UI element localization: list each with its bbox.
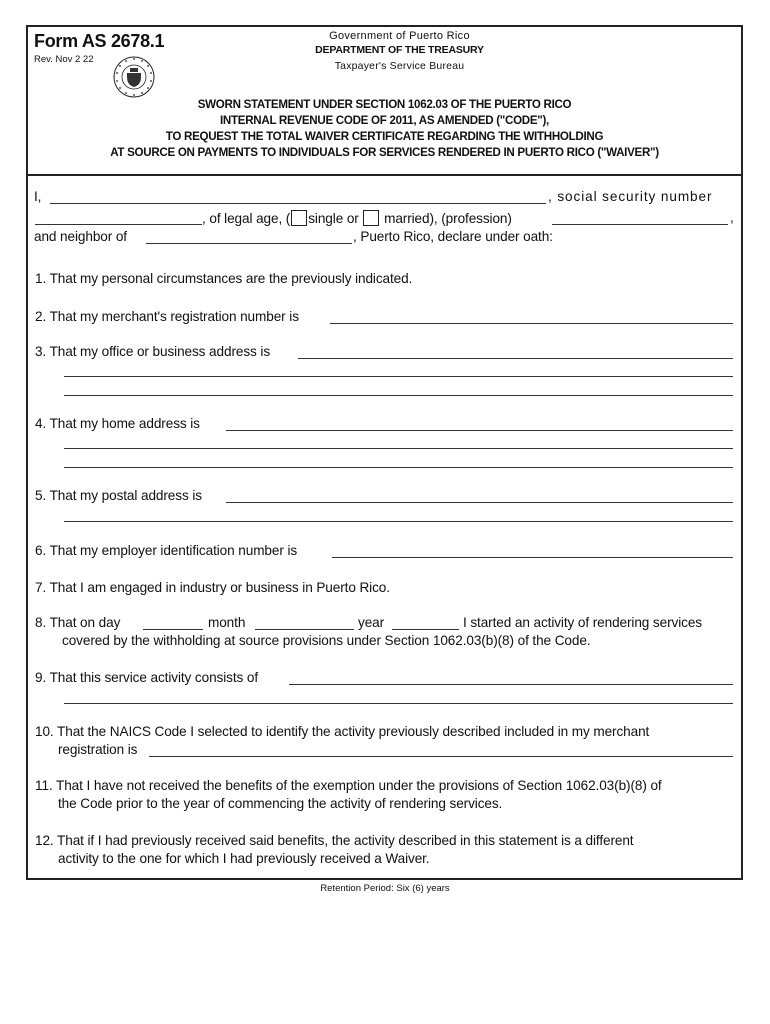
item-9: 9. That this service activity consists of: [35, 670, 259, 685]
department-name: DEPARTMENT OF THE TREASURY: [315, 44, 484, 56]
home-address-field-1[interactable]: [226, 430, 733, 431]
ssn-field[interactable]: [35, 224, 202, 225]
item-7: 7. That I am engaged in industry or business in Puerto Rico.: [35, 580, 390, 595]
postal-address-field-2[interactable]: [64, 521, 733, 522]
item-8-day-label: 8. That on day: [35, 615, 121, 630]
item-10-continuation: registration is: [58, 742, 138, 757]
item-8-year-label: year: [358, 615, 385, 630]
office-address-field-2[interactable]: [64, 376, 733, 377]
profession-field[interactable]: [552, 224, 728, 225]
declare-label: , Puerto Rico, declare under oath:: [353, 229, 553, 244]
item-10: 10. That the NAICS Code I selected to identify the activity previously described included in my merchant: [35, 724, 650, 739]
merchant-registration-field[interactable]: [330, 323, 733, 324]
revision-date: Rev. Nov 2 22: [34, 54, 94, 65]
year-field[interactable]: [392, 629, 459, 630]
service-activity-field-1[interactable]: [289, 684, 733, 685]
naics-code-field[interactable]: [149, 756, 733, 757]
form-title-line-4: AT SOURCE ON PAYMENTS TO INDIVIDUALS FOR SERVICES RENDERED IN PUERTO RICO ("WAIVER"): [110, 146, 659, 159]
item-5: 5. That my postal address is: [35, 488, 202, 503]
form-title-line-3: TO REQUEST THE TOTAL WAIVER CERTIFICATE REGARDING THE WITHHOLDING: [165, 130, 604, 143]
single-label: single or: [308, 211, 359, 226]
bureau-name: Taxpayer's Service Bureau: [334, 60, 465, 72]
intro-i-label: I,: [34, 189, 42, 204]
item-12-continuation: activity to the one for which I had previously received a Waiver.: [58, 851, 430, 866]
service-activity-field-2[interactable]: [64, 703, 733, 704]
married-label: married), (profession): [384, 211, 512, 226]
office-address-field-3[interactable]: [64, 395, 733, 396]
municipality-field[interactable]: [146, 243, 352, 244]
married-checkbox[interactable]: [363, 210, 379, 226]
intro-line-2: [202, 210, 512, 226]
retention-period: Retention Period: Six (6) years: [320, 883, 450, 894]
item-11: 11. That I have not received the benefits of the exemption under the provisions of Section 1062.03(b)(8) of: [35, 778, 662, 793]
item-12: 12. That if I had previously received said benefits, the activity described in this statement is a different: [35, 833, 634, 848]
office-address-field-1[interactable]: [298, 358, 733, 359]
name-field[interactable]: [50, 203, 546, 204]
form-number: Form AS 2678.1: [34, 31, 165, 51]
item-3: 3. That my office or business address is: [35, 344, 271, 359]
day-field[interactable]: [143, 629, 203, 630]
single-checkbox[interactable]: [291, 210, 307, 226]
profession-comma: ,: [730, 210, 734, 225]
employer-id-field[interactable]: [332, 557, 733, 558]
item-4: 4. That my home address is: [35, 416, 200, 431]
item-8-text: I started an activity of rendering services: [463, 615, 702, 630]
home-address-field-2[interactable]: [64, 448, 733, 449]
legal-age-label: , of legal age, (: [202, 211, 291, 226]
item-8-continuation: covered by the withholding at source provisions under Section 1062.03(b)(8) of the Code.: [62, 633, 591, 648]
month-field[interactable]: [255, 629, 354, 630]
form-title-line-1: SWORN STATEMENT UNDER SECTION 1062.03 OF THE PUERTO RICO: [197, 98, 572, 111]
postal-address-field-1[interactable]: [226, 502, 733, 503]
form-title-line-2: INTERNAL REVENUE CODE OF 2011, AS AMENDED ("CODE"),: [220, 114, 549, 127]
item-2: 2. That my merchant's registration number is: [35, 309, 299, 324]
neighbor-label: and neighbor of: [34, 229, 127, 244]
government-name: Government of Puerto Rico: [329, 30, 470, 42]
home-address-field-3[interactable]: [64, 467, 733, 468]
item-1: 1. That my personal circumstances are the previously indicated.: [35, 271, 413, 286]
ssn-label: , social security number: [548, 189, 713, 204]
item-11-continuation: the Code prior to the year of commencing the activity of rendering services.: [58, 796, 503, 811]
header-divider: [28, 174, 741, 176]
item-6: 6. That my employer identification number is: [35, 543, 298, 558]
item-8-month-label: month: [208, 615, 246, 630]
